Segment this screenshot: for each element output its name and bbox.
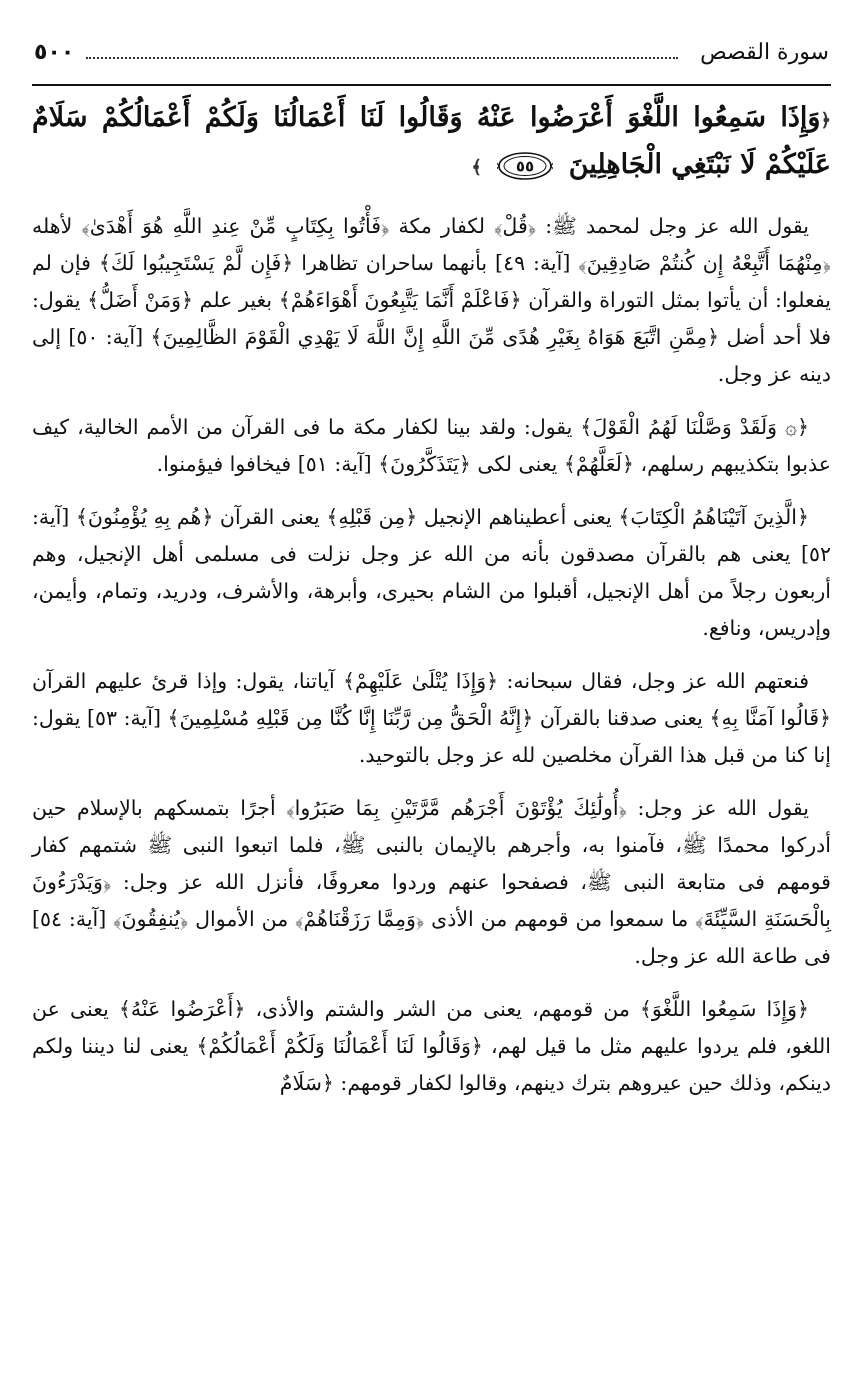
verse-number: ٥٥ xyxy=(516,157,535,175)
commentary-paragraph: ﴿وَإِذَا سَمِعُوا اللَّغْوَ﴾ من قومهم، يعنى من الشر والشتم والأذى، ﴿أَعْرَضُوا عَنْهُ﴾ يعنى عن اللغو، فلم يردوا عليهم مثل ما قيل لهم، ﴿وَقَالُوا لَنَا أَعْمَالُنَا وَلَكُمْ أَعْمَالُكُمْ﴾ يعنى لنا ديننا ولكم دينكم، وذلك حين عيروهم بترك دينهم، وقالوا لكفار قومهم: ﴿سَلَامٌ xyxy=(32,997,831,1095)
commentary-paragraph: يقول الله عز وجل: ﴿أُولَٰئِكَ يُؤْتَوْنَ أَجْرَهُم مَّرَّتَيْنِ بِمَا صَبَرُوا﴾ أجرًا بتمسكهم بالإسلام حين أدركوا محمدًا ﷺ، فآمنوا به، وأجرهم بالإيمان بالنبى ﷺ، فلما اتبعوا النبى ﷺ شتمهم كفار قومهم فى متابعة النبى ﷺ، فصفحوا عنهم وردوا معروفًا، فأنزل الله عز وجل: ﴿وَيَدْرَءُونَ بِالْحَسَنَةِ السَّيِّئَةَ﴾ ما سمعوا من قومهم من الأذى ﴿وَمِمَّا رَزَقْنَاهُمْ﴾ من الأموال ﴿يُنفِقُونَ﴾ [آية: ٥٤] فى طاعة الله عز وجل. xyxy=(32,796,831,968)
commentary-paragraph: فنعتهم الله عز وجل، فقال سبحانه: ﴿وَإِذَا يُتْلَىٰ عَلَيْهِمْ﴾ آياتنا، يقول: وإذا قرئ عليهم القرآن ﴿قَالُوا آمَنَّا بِهِ﴾ يعنى صدقنا بالقرآن ﴿إِنَّهُ الْحَقُّ مِن رَّبِّنَا إِنَّا كُنَّا مِن قَبْلِهِ مُسْلِمِينَ﴾ [آية: ٥٣] يقول: إنا كنا من قبل هذا القرآن مخلصين لله عز وجل بالتوحيد. xyxy=(32,669,832,767)
verse-end-ornament-icon xyxy=(497,151,553,181)
commentary-paragraph: يقول الله عز وجل لمحمد ﷺ: ﴿قُلْ﴾ لكفار مكة ﴿فَأْتُوا بِكِتَابٍ مِّنْ عِندِ اللَّهِ هُوَ أَهْدَىٰ﴾ لأهله ﴿مِنْهُمَا أَتَّبِعْهُ إِن كُنتُمْ صَادِقِينَ﴾ [آية: ٤٩] بأنهما ساحران تظاهرا ﴿فَإِن لَّمْ يَسْتَجِيبُوا لَكَ﴾ فإن لم يفعلوا: أن يأتوا بمثل التوراة والقرآن ﴿فَاعْلَمْ أَنَّمَا يَتَّبِعُونَ أَهْوَاءَهُمْ﴾ بغير علم ﴿وَمَنْ أَضَلُّ﴾ يقول: فلا أحد أضل ﴿مِمَّنِ اتَّبَعَ هَوَاهُ بِغَيْرِ هُدًى مِّنَ اللَّهِ إِنَّ اللَّهَ لَا يَهْدِي الْقَوْمَ الظَّالِمِينَ﴾ [آية: ٥٠] إلى دينه عز وجل. xyxy=(32,214,832,386)
page-number: ٥٠٠ xyxy=(34,40,75,65)
commentary-paragraph: ﴿۞ وَلَقَدْ وَصَّلْنَا لَهُمُ الْقَوْلَ﴾ يقول: ولقد بينا لكفار مكة ما فى القرآن من الأمم الخالية، كيف عذبوا بتكذيبهم رسلهم، ﴿لَعَلَّهُمْ﴾ يعنى لكى ﴿يَتَذَكَّرُونَ﴾ [آية: ٥١] فيخافوا فيؤمنوا. xyxy=(32,415,831,476)
surah-title: سورة القصص xyxy=(700,40,829,65)
header-dotted-leader xyxy=(86,56,678,59)
page-header xyxy=(32,40,831,86)
commentary-body xyxy=(32,208,831,1102)
quran-verse xyxy=(32,96,831,190)
commentary-paragraph: ﴿الَّذِينَ آتَيْنَاهُمُ الْكِتَابَ﴾ يعنى أعطيناهم الإنجيل ﴿مِن قَبْلِهِ﴾ يعنى القرآن ﴿هُم بِهِ يُؤْمِنُونَ﴾ [آية: ٥٢] يعنى هم بالقرآن مصدقون بأنه من الله عز وجل نزلت فى مسلمى أهل الإنجيل، وهم أربعون رجلاً من أهل الإنجيل، أقبلوا من الشام بحيرى، وأبرهة، والأشرف، ودريد، وتمام، وأيمن، وإدريس، ونافع. xyxy=(32,505,831,640)
verse-number-marker xyxy=(497,151,553,181)
book-page xyxy=(32,40,831,1353)
verse-close-ornament-icon: ﴾ xyxy=(471,157,482,178)
verse-text: وَإِذَا سَمِعُوا اللَّغْوَ أَعْرَضُوا عَنْهُ وَقَالُوا لَنَا أَعْمَالُنَا وَلَكُمْ أَعْمَالُكُمْ سَلَامٌ عَلَيْكُمْ لَا نَبْتَغِي الْجَاهِلِينَ xyxy=(32,102,831,180)
header-title-group xyxy=(74,40,829,65)
verse-open-ornament-icon: ﴿ xyxy=(820,110,831,131)
